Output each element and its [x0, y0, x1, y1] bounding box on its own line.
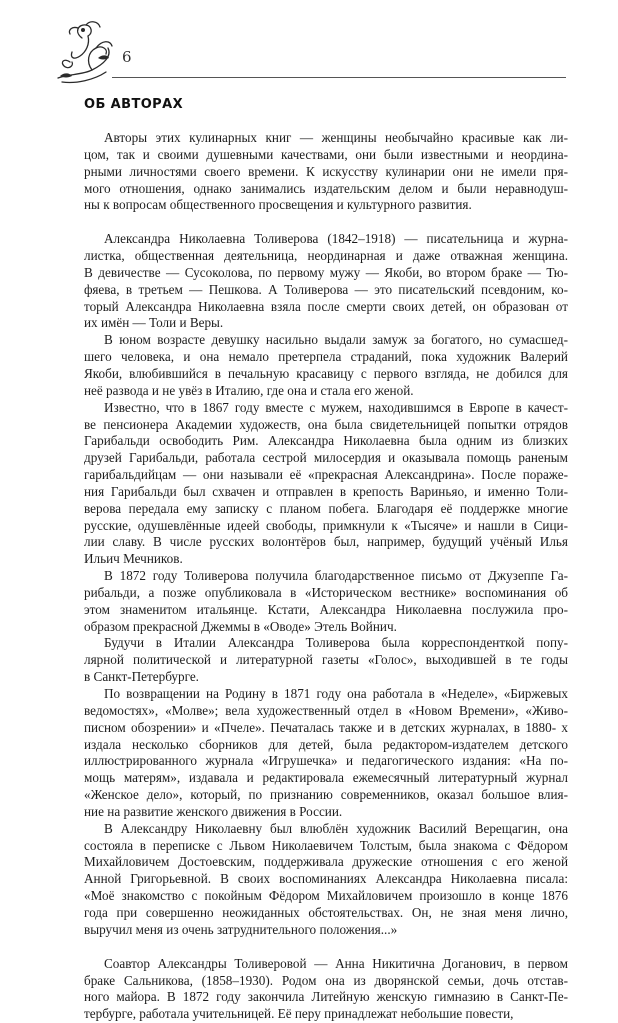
text-line: в Санкт-Петербурге. [84, 669, 199, 685]
text-line: По возвращении на Родину в 1871 году она работала в «Неделе», «Биржевых [104, 686, 568, 701]
text-line: «Моё знакомство с покойным Фёдором Михайловичем произошло в конце 1876 [84, 888, 568, 904]
floral-ornament-icon [52, 18, 118, 88]
text-line: Ильич Мечников. [84, 551, 183, 567]
paragraph [84, 130, 568, 214]
text-line: Известно, что в 1867 году вместе с мужем, находившимся в Европе в качест- [104, 399, 568, 415]
text-line: издала несколько сборников для детей, была редактором-издателем детского [84, 736, 568, 752]
text-line: их имён — Толи и Веры. [84, 315, 224, 331]
text-line: Анной Григорьевной. В своих воспоминаниях Александра Николаевна писала: [84, 871, 568, 887]
text-line: друзей Гарибальди, работала сестрой милосердия и оказывала помощь раненым [84, 450, 568, 466]
paragraph-gap [84, 939, 568, 956]
text-line: Будучи в Италии Александра Толиверова была корреспонденткой попу- [104, 635, 568, 651]
text-line: рибальди, а позже опубликовала в «Историческом вестнике» воспоминания об [84, 584, 568, 600]
text-line: состояла в переписке с Львом Николаевичем Толстым, была знакома с Фёдором [84, 837, 568, 853]
text-line: Авторы этих кулинарных книг — женщины необычайно красивые как ли- [104, 130, 568, 145]
text-line: русские, одушевлённые идеей свободы, примкнули к «Тысяче» и нашли в Сици- [84, 517, 568, 533]
text-line: В 1872 году Толиверова получила благодарственное письмо от Джузеппе Га- [104, 568, 568, 584]
paragraph [84, 821, 568, 939]
text-line: Александра Николаевна Толиверова (1842–1918) — писательница и журна- [104, 231, 568, 247]
text-line: В Александру Николаевну был влюблён художник Василий Верещагин, она [104, 820, 568, 836]
text-line: Гарибальди освободить Рим. Александра Николаевна была одним из близких [84, 433, 568, 449]
text-line: шего человека, и она немало претерпела страданий, пока художник Валерий [84, 349, 568, 365]
text-line: цом, так и своими душевными качествами, они были известными и неордина- [84, 146, 568, 162]
text-line: В девичестве — Сусоколова, по первому мужу — Якоби, во втором браке — Тю- [84, 264, 568, 280]
text-line: рными личностями своего времени. К искусству кулинарии они не имели пря- [84, 163, 568, 179]
text-line: ве пенсионера Академии художеств, она была свидетельницей попытки отрядов [84, 416, 568, 432]
text-line: тербурге, работала учительницей. Её перу принадлежат небольшие повести, [84, 1006, 514, 1022]
text-line: ного майора. В 1872 году закончила Литейную женскую гимназию в Санкт-Пе- [84, 989, 568, 1005]
text-line: «Женское дело», который, по признанию современников, оказал большое влия- [84, 787, 568, 803]
paragraph [84, 568, 568, 635]
header-rule [112, 77, 566, 78]
text-line: писном обозрении» и «Пчеле». Печаталась также и в детских журналах, в 1880- х [84, 719, 568, 735]
text-line: этом знаменитом итальянце. Кстати, Александра Николаевна послужила про- [84, 601, 568, 617]
text-line: образом прекрасной Джеммы в «Оводе» Этель Войнич. [84, 618, 397, 634]
page-number: 6 [122, 48, 132, 66]
text-line: торый Александра Николаевна взяла после смерти своих детей, он образован от [84, 298, 568, 314]
text-line: Михайловичем Достоевским, поддерживала дружеские отношения с его женой [84, 854, 568, 870]
page-header [0, 0, 618, 90]
text-line: лярной политической и литературной газеты «Голос», выходившей в те годы [84, 652, 568, 668]
text-line: Якоби, влюбившийся в печальную красавицу с первого взгляда, не добился для [84, 365, 568, 381]
text-line: гарибальдийцам — они называли её «прекрасная Александрина». После пораже- [84, 467, 568, 483]
text-line: листка, общественная деятельница, неординарная и даже отважная женщина. [84, 248, 568, 264]
text-line: ние на развитие женского движения в России. [84, 803, 343, 819]
text-line: ведомостях», «Молве»; вела художественный отдел в «Новом Времени», «Живо- [84, 702, 568, 718]
text-line: мощь матерям», издавала и редактировала ежемесячный литературный журнал [84, 770, 568, 786]
text-line: браке Сальникова, (1858–1930). Родом она из дворянской семьи, дочь отстав- [84, 972, 568, 988]
text-line: В юном возрасте девушку насильно выдали замуж за богатого, но сумасшед- [104, 332, 568, 348]
paragraph [84, 332, 568, 399]
paragraph [84, 956, 568, 1023]
paragraph [84, 231, 568, 332]
text-line: года при совершенно неожиданных обстоятельствах. Он, не зная меня лично, [84, 904, 568, 920]
text-line: Соавтор Александры Толиверовой — Анна Никитична Доганович, в первом [104, 955, 568, 971]
text-line: верова передала ему записку с планом побега. Благодаря её поддержке многие [84, 500, 568, 516]
text-line: ны к вопросам общественного просвещения и культурного развития. [84, 197, 472, 213]
section-title: ОБ АВТОРАХ [84, 97, 183, 112]
paragraph [84, 686, 568, 821]
text-line: фяева, в третьем — Пешкова. А Толиверова — это писательский псевдоним, ко- [84, 281, 568, 297]
paragraph-gap [84, 214, 568, 231]
text-line: ния Гарибальди был схвачен и отправлен в крепость Вариньяо, и именно Толи- [84, 483, 568, 499]
article-body [84, 130, 568, 1023]
text-line: выручил меня из очень затруднительного положения...» [84, 921, 398, 937]
paragraph [84, 635, 568, 686]
text-line: лии славу. В числе русских волонтёров был, например, будущий учёный Илья [84, 534, 568, 550]
text-line: мого отношения, однако занимались издательским делом и были неравнодуш- [84, 180, 568, 196]
paragraph [84, 400, 568, 568]
text-line: иллюстрированного журнала «Игрушечка» и педагогического издания: «На по- [84, 753, 568, 769]
text-line: неё развода и не увёз в Италию, где она и стала его женой. [84, 382, 414, 398]
